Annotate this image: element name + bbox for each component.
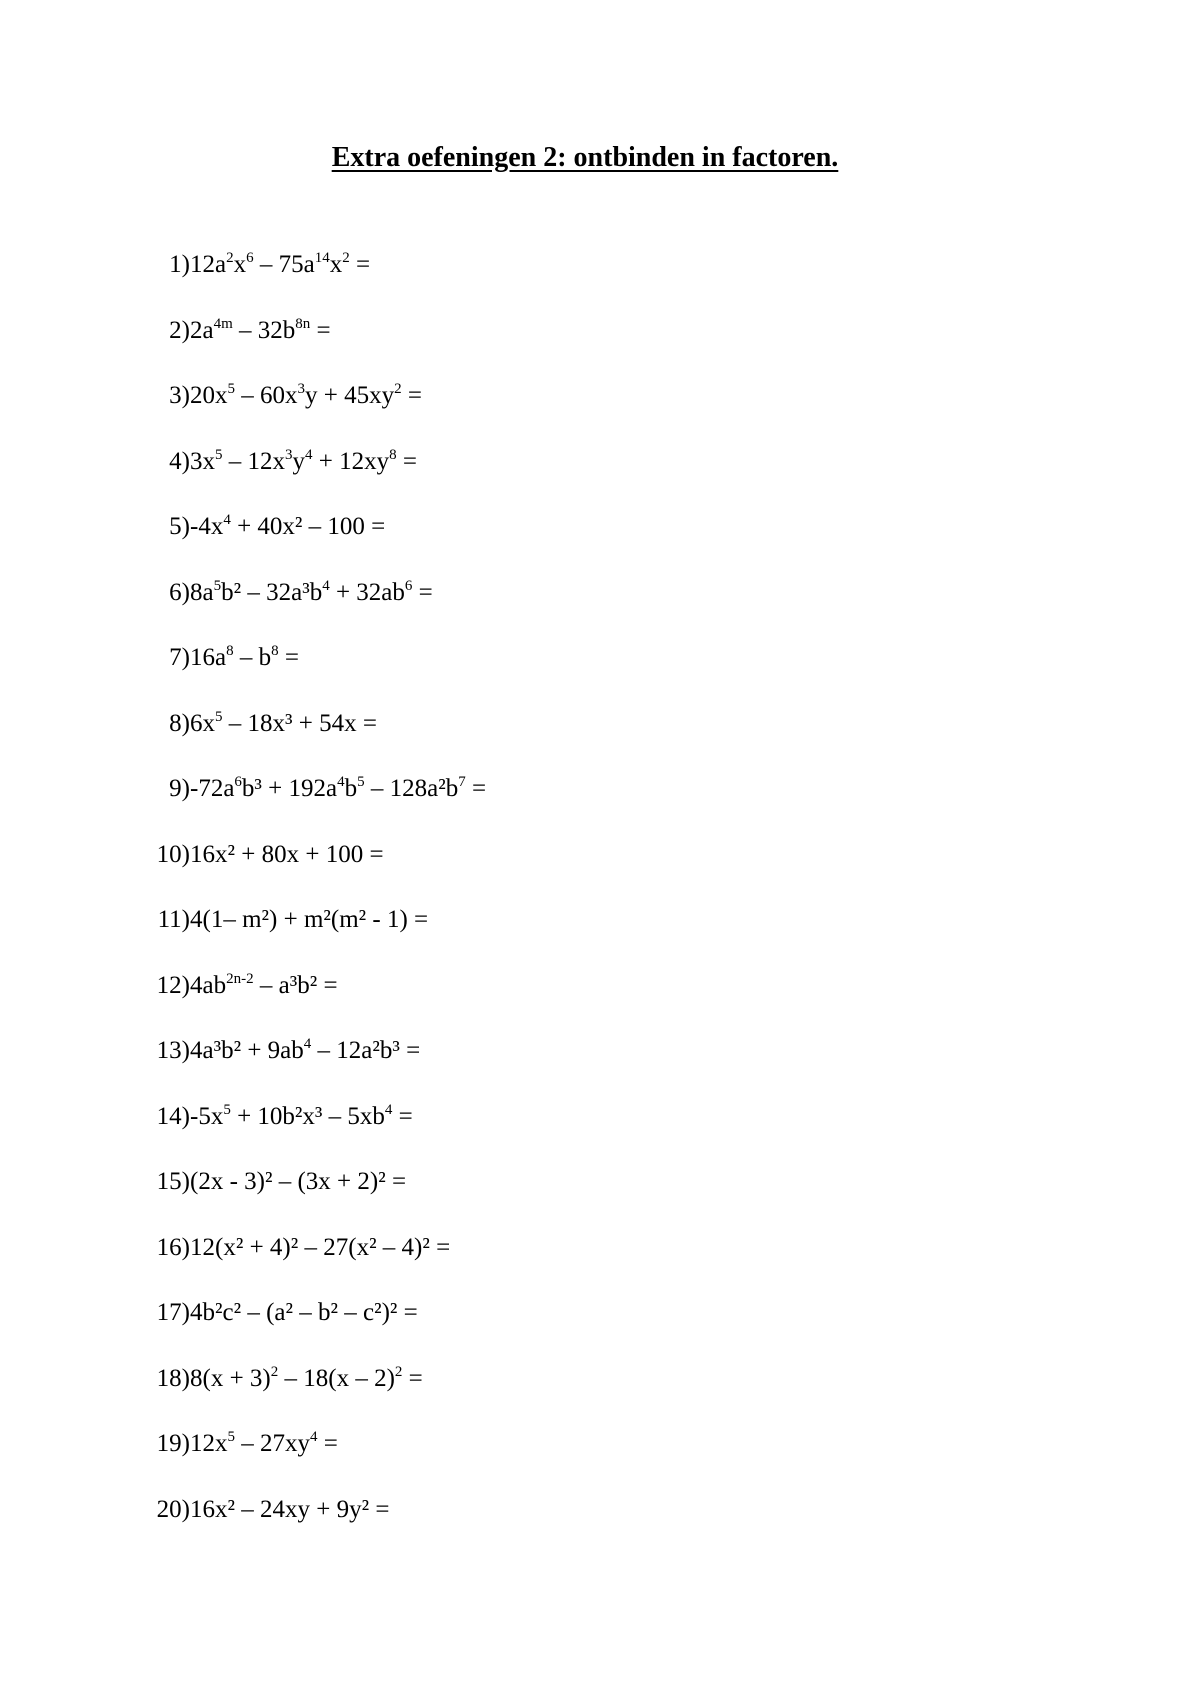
exercise-item [0,1102,1200,1168]
exercise-number: 3) [169,382,190,409]
exercise-item [0,840,1200,906]
exercise-expression: $4a^3b^2 + 9ab^4 - 12a^2b^3$ = [190,1036,421,1064]
exercise-item [0,1429,1200,1495]
exercise-expression: $8(x + 3)^2 - 18(x - 2)^2$ = [190,1363,423,1392]
exercise-number: 16) [156,1233,190,1261]
exercise-expression: 16x² – 24xy + 9y² = [190,1495,390,1523]
exercise-expression: $12a^2x^6 - 75a^{14}x^2$ = [190,250,371,278]
exercise-item [0,1233,1200,1299]
exercise-number: 2) [169,316,190,344]
exercise-number: 14) [156,1102,190,1130]
exercise-item [0,1036,1200,1102]
exercise-expression: $-5x^5 + 10b^2x^3 - 5xb^4$ = [190,1101,413,1130]
exercise-number: 10) [156,840,190,868]
exercise-number: 20) [156,1495,190,1523]
exercise-list [0,250,1200,1560]
exercise-item [0,1167,1200,1233]
exercise-expression: $-72a^6b^3 + 192a^4b^5 - 128a^2b^7$ = [190,774,487,802]
exercise-expression: $12x^5 - 27xy^4$ = [190,1429,338,1457]
exercise-number: 11) [157,906,190,933]
exercise-expression: $2a^{4m} - 32b^{8n}$ = [190,315,331,344]
exercise-number: 1) [169,251,190,278]
exercise-expression: 16x² + 80x + 100 = [190,840,384,868]
exercise-number: 12) [156,971,190,999]
exercise-item [0,1364,1200,1430]
exercise-item [0,250,1200,316]
exercise-item [0,971,1200,1037]
exercise-item [0,709,1200,775]
exercise-expression: 12(x² + 4)² – 27(x² – 4)² = [190,1233,451,1261]
exercise-number: 8) [169,709,190,737]
exercise-number: 19) [156,1430,190,1457]
exercise-item [0,905,1200,971]
page-title: Extra oefeningen 2: ontbinden in factoren. [331,142,839,173]
exercise-expression: $20x^5 - 60x^3y + 45xy^2$ = [190,381,422,409]
exercise-item [0,447,1200,513]
exercise-number: 9) [169,775,190,802]
exercise-number: 4) [169,447,190,475]
exercise-expression: $-4x^4 + 40x^2 - 100$ = [190,512,386,540]
exercise-expression: $16a^8 - b^8$ = [190,643,299,671]
exercise-expression: 4(1– m²) + m²(m² - 1) = [190,906,429,933]
exercise-number: 13) [156,1037,190,1064]
exercise-item [0,1298,1200,1364]
exercise-number: 6) [169,578,190,606]
exercise-number: 17) [156,1299,190,1326]
exercise-item [0,1495,1200,1561]
exercise-expression: $6x^5 - 18x^3 + 54x$ = [190,708,377,737]
exercise-item [0,774,1200,840]
exercise-expression: 4b²c² – (a² – b² – c²)² = [190,1299,418,1326]
exercise-number: 5) [169,513,190,540]
exercise-item [0,512,1200,578]
exercise-expression: $8a^5b^2 - 32a^3b^4 + 32ab^6$ = [190,577,433,606]
exercise-expression: $4ab^{2n-2} - a^3b^2$ = [190,970,338,999]
exercise-expression: (2x - 3)² – (3x + 2)² = [190,1168,407,1195]
exercise-expression: $3x^5 - 12x^3y^4 + 12xy^8$ = [190,446,417,475]
exercise-item [0,381,1200,447]
exercise-item [0,643,1200,709]
exercise-item [0,316,1200,382]
exercise-number: 18) [156,1364,190,1392]
exercise-number: 7) [169,644,190,671]
exercise-item [0,578,1200,644]
exercise-number: 15) [156,1168,190,1195]
